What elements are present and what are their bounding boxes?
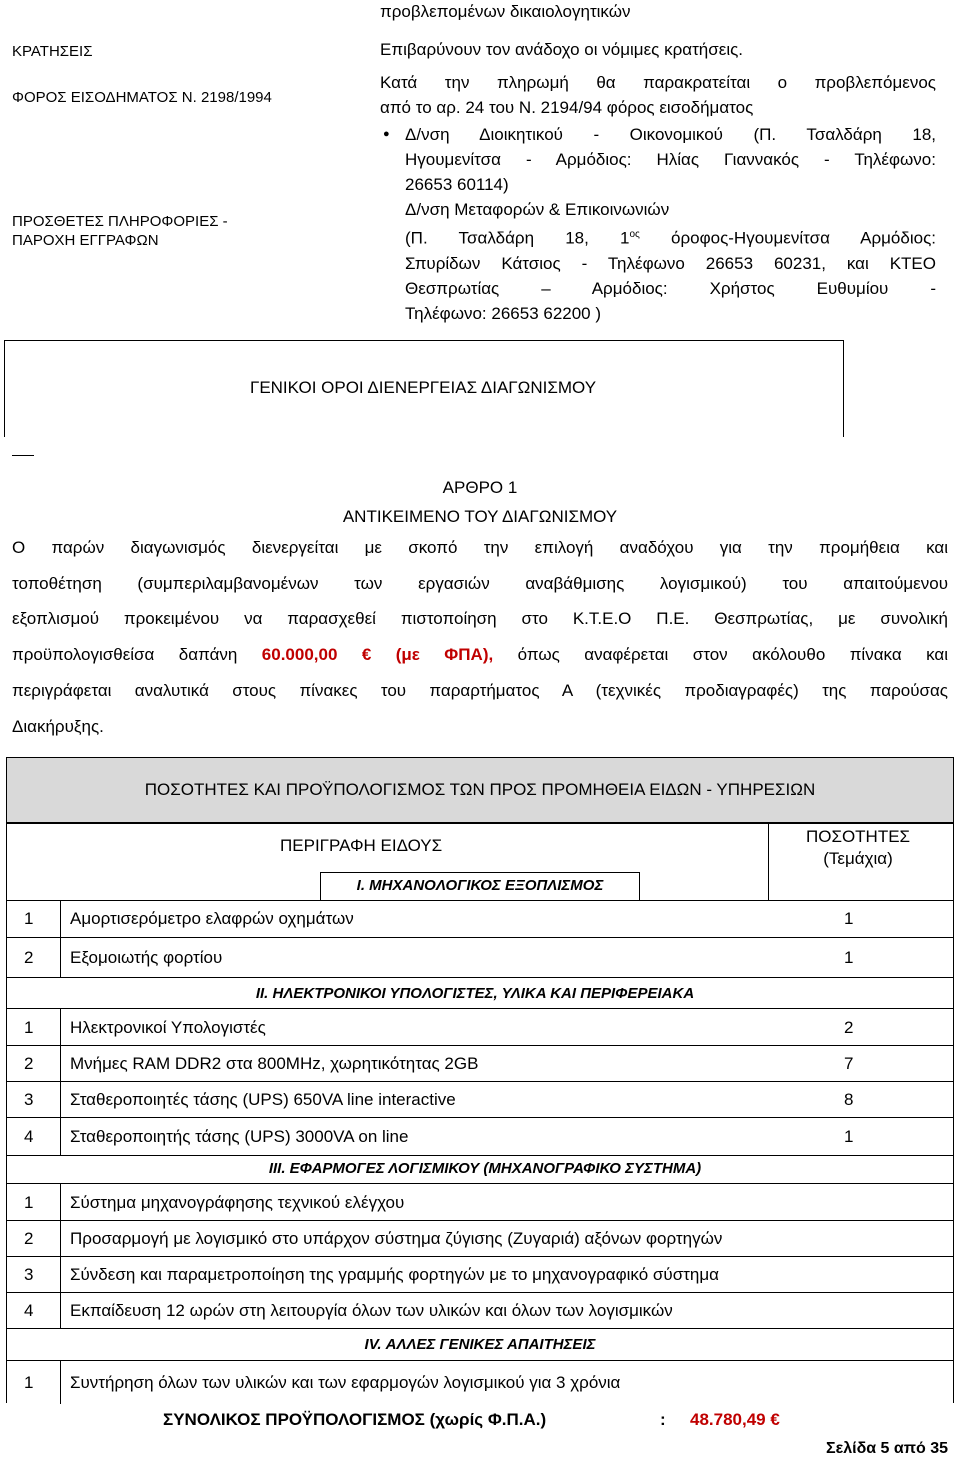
article-line5: περιγράφεται αναλυτικά στους πίνακες του παραρτήματος Α (τεχνικές προδιαγραφές) της παρούσας [12,680,948,700]
table-row: 4 Εκπαίδευση 12 ωρών στη λειτουργία όλων των υλικών και όλων των λογισμικών [6,1293,954,1329]
info-b1-l2: Ηγουμενίτσα - Αρμόδιος: Ηλίας Γιαννακός - Τηλέφωνο: [405,150,936,169]
top-fragment: προβλεπομένων δικαιολογητικών [380,2,631,21]
foros-line2: από το αρ. 24 του Ν. 2194/94 φόρος εισοδήματος [380,98,754,117]
table-title: ΠΟΣΟΤΗΤΕΣ ΚΑΙ ΠΡΟΫΠΟΛΟΓΙΣΜΟΣ ΤΩΝ ΠΡΟΣ ΠΡΟΜΗΘΕΙΑ ΕΙΔΩΝ - ΥΠΗΡΕΣΙΩΝ [6,757,954,823]
num-col-border [60,1008,61,1156]
total-colon: : [660,1410,666,1429]
info-b2-l5: Τηλέφωνο: 26653 62200 ) [405,303,602,323]
num-col-border [60,1183,61,1329]
divider-dash [12,455,34,456]
total-label: ΣΥΝΟΛΙΚΟΣ ΠΡΟΫΠΟΛΟΓΙΣΜΟΣ (χωρίς Φ.Π.Α.) [163,1410,547,1429]
table-row: 2 Μνήμες RAM DDR2 στα 800MHz, χωρητικότητας 2GB 7 [6,1046,954,1082]
table-row: 1 Συντήρηση όλων των υλικών και των εφαρμογών λογισμικού για 3 χρόνια [6,1360,954,1404]
table-row: 1 Αμορτισερόμετρο ελαφρών οχημάτων 1 [6,900,954,938]
num-col-border [60,1360,61,1404]
info-label-line1: ΠΡΟΣΘΕΤΕΣ ΠΛΗΡΟΦΟΡΙΕΣ - [12,213,228,230]
article-line4: προϋπολογισθείσα δαπάνη 60.000,00 € (με ΦΠΑ), όπως αναφέρεται στον ακόλουθο πίνακα και [12,645,948,665]
table-row: 1 Ηλεκτρονικοί Υπολογιστές 2 [6,1008,954,1046]
article-line6: Διακήρυξης. [12,716,104,736]
qty-col-border [768,823,769,900]
table-right-border [953,823,954,1403]
budget-amount: 60.000,00 € (με ΦΠΑ), [261,645,494,665]
col-qty-header: ΠΟΣΟΤΗΤΕΣ (Τεμάχια) [805,827,911,868]
article-title: ΑΝΤΙΚΕΙΜΕΝΟ ΤΟΥ ΔΙΑΓΩΝΙΣΜΟΥ [342,507,618,526]
general-terms-title: ΓΕΝΙΚΟΙ ΟΡΟΙ ΔΙΕΝΕΡΓΕΙΑΣ ΔΙΑΓΩΝΙΣΜΟΥ [249,378,597,397]
article-line2: τοποθέτηση (συμπεριλαμβανομένων των εργασιών αναβάθμισης λογισμικού) του απαιτούμενου [12,573,948,593]
section-2-title: ΙΙ. ΗΛΕΚΤΡΟΝΙΚΟΙ ΥΠΟΛΟΓΙΣΤΕΣ, ΥΛΙΚΑ ΚΑΙ ΠΕΡΙΦΕΡΕΙΑΚΑ [255,985,695,1002]
article-number: ΑΡΘΡΟ 1 [442,478,518,497]
table-row: 3 Σύνδεση και παραμετροποίηση της γραμμής φορτηγών με το μηχανογραφικό σύστημα [6,1257,954,1293]
table-top-line [6,823,954,824]
table-row: 2 Προσαρμογή με λογισμικό στο υπάρχον σύστημα ζύγισης (Ζυγαριά) αξόνων φορτηγών [6,1221,954,1257]
kratiseis-label: ΚΡΑΤΗΣΕΙΣ [12,43,93,60]
section-1-title: Ι. ΜΗΧΑΝΟΛΟΓΙΚΟΣ ΕΞΟΠΛΙΣΜΟΣ [320,872,640,900]
table-row: 1 Σύστημα μηχανογράφησης τεχνικού ελέγχου [6,1183,954,1221]
table-row: 2 Εξομοιωτής φορτίου 1 [6,938,954,978]
table-row: 4 Σταθεροποιητής τάσης (UPS) 3000VA on line 1 [6,1118,954,1156]
table-left-border [6,823,7,1403]
section-3-title: ΙΙΙ. ΕΦΑΡΜΟΓΕΣ ΛΟΓΙΣΜΙΚΟΥ (ΜΗΧΑΝΟΓΡΑΦΙΚΟ ΣΥΣΤΗΜΑ) [268,1160,702,1177]
article-body [12,530,948,744]
col-description-header: ΠΕΡΙΓΡΑΦΗ ΕΙΔΟΥΣ [280,836,443,855]
info-text [380,122,936,326]
foros-text [380,70,936,120]
page-number: Σελίδα 5 από 35 [826,1440,948,1457]
info-b2-l1: Δ/νση Μεταφορών & Επικοινωνιών [405,200,670,219]
article-line1: Ο παρών διαγωνισμός διενεργείται με σκοπό την επιλογή αναδόχου για την προμήθεια και [12,538,948,557]
section-4-title: IV. ΑΛΛΕΣ ΓΕΝΙΚΕΣ ΑΠΑΙΤΗΣΕΙΣ [364,1336,596,1353]
info-b2-l4: Θεσπρωτίας – Αρμόδιος: Χρήστος Ευθυμίου - [405,278,936,298]
num-col-border [60,900,61,978]
info-b1-l1: ● Δ/νση Διοικητικού - Οικονομικού (Π. Τσαλδάρη 18, [380,122,936,147]
table-row: 3 Σταθεροποιητές τάσης (UPS) 650VA line interactive 8 [6,1082,954,1118]
info-label-line2: ΠΑΡΟΧΗ ΕΓΓΡΑΦΩΝ [12,232,159,249]
total-amount: 48.780,49 € [690,1410,780,1429]
article-line3: εξοπλισμού προκειμένου να παρασχεθεί πιστοποίηση στο Κ.Τ.Ε.Ο Π.Ε. Θεσπρωτίας, με συνολική [12,609,948,629]
info-b2-l2: (Π. Τσαλδάρη 18, $1^{o\varsigma}$ όροφος-Ηγουμενίτσα Αρμόδιος: [405,228,937,248]
foros-label: ΦΟΡΟΣ ΕΙΣΟΔΗΜΑΤΟΣ Ν. 2198/1994 [12,89,272,106]
kratiseis-text: Επιβαρύνουν τον ανάδοχο οι νόμιμες κρατήσεις. [380,40,744,59]
foros-line1: Κατά την πληρωμή θα παρακρατείται ο προβλεπόμενος [380,73,936,92]
info-label [12,212,228,250]
info-b1-l3: 26653 60114) [405,175,509,194]
info-b2-l3: Σπυρίδων Κάτσιος - Τηλέφωνο 26653 60231, και ΚΤΕΟ [405,253,936,273]
